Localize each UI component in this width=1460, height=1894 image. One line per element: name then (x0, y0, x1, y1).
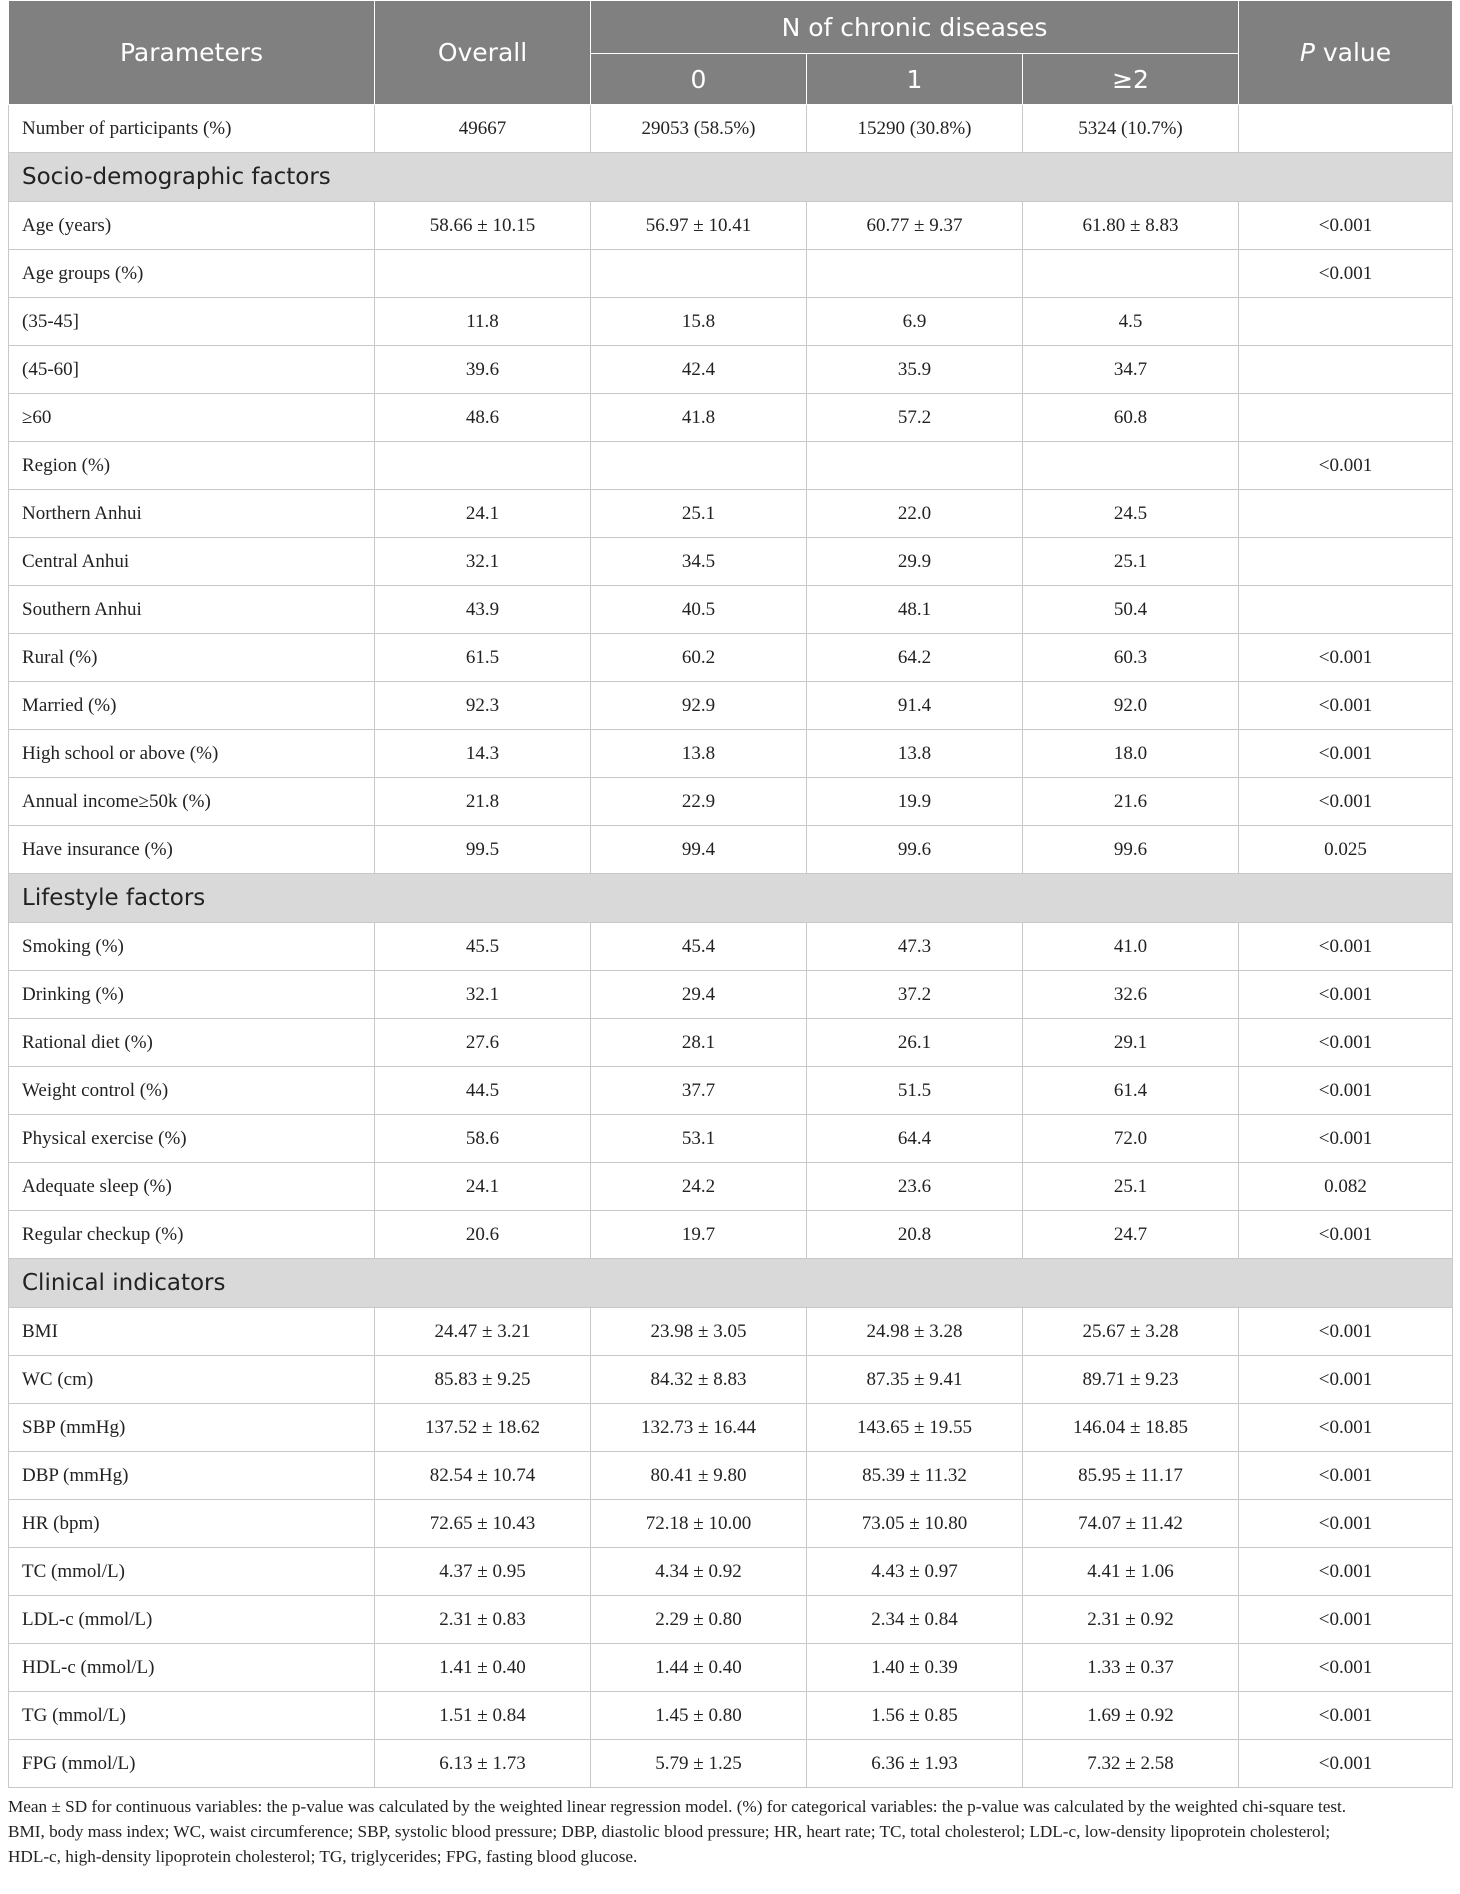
table-row (9, 1163, 1453, 1211)
cell-0-diseases: 37.7 (591, 1067, 807, 1115)
cell-overall: 24.1 (375, 490, 591, 538)
cell-0-diseases: 1.44 ± 0.40 (591, 1644, 807, 1692)
cell-2plus-diseases: 50.4 (1023, 586, 1239, 634)
cell-1-disease: 13.8 (807, 730, 1023, 778)
cell-2plus-diseases (1023, 250, 1239, 298)
cell-1-disease: 99.6 (807, 826, 1023, 874)
cell-overall: 58.66 ± 10.15 (375, 202, 591, 250)
cell-1-disease: 57.2 (807, 394, 1023, 442)
cell-2plus-diseases: 89.71 ± 9.23 (1023, 1356, 1239, 1404)
cell-0-diseases: 25.1 (591, 490, 807, 538)
cell-0-diseases: 99.4 (591, 826, 807, 874)
row-label: FPG (mmol/L) (9, 1740, 375, 1788)
cell-2plus-diseases: 2.31 ± 0.92 (1023, 1596, 1239, 1644)
cell-0-diseases: 13.8 (591, 730, 807, 778)
table-row (9, 250, 1453, 298)
table-row (9, 826, 1453, 874)
cell-2plus-diseases: 74.07 ± 11.42 (1023, 1500, 1239, 1548)
cell-2plus-diseases: 5324 (10.7%) (1023, 105, 1239, 153)
header-sub-1: 1 (807, 54, 1023, 105)
cell-0-diseases: 19.7 (591, 1211, 807, 1259)
table-row (9, 778, 1453, 826)
cell-2plus-diseases: 29.1 (1023, 1019, 1239, 1067)
cell-2plus-diseases: 24.7 (1023, 1211, 1239, 1259)
cell-p-value (1239, 346, 1453, 394)
cell-overall: 6.13 ± 1.73 (375, 1740, 591, 1788)
cell-overall (375, 442, 591, 490)
cell-p-value: 0.082 (1239, 1163, 1453, 1211)
row-label: Have insurance (%) (9, 826, 375, 874)
section-row (9, 153, 1453, 202)
cell-overall: 72.65 ± 10.43 (375, 1500, 591, 1548)
cell-p-value: <0.001 (1239, 1356, 1453, 1404)
cell-2plus-diseases: 1.69 ± 0.92 (1023, 1692, 1239, 1740)
cell-p-value: <0.001 (1239, 1596, 1453, 1644)
cell-2plus-diseases: 18.0 (1023, 730, 1239, 778)
row-label: Northern Anhui (9, 490, 375, 538)
cell-2plus-diseases: 24.5 (1023, 490, 1239, 538)
cell-1-disease: 60.77 ± 9.37 (807, 202, 1023, 250)
cell-1-disease (807, 250, 1023, 298)
cell-1-disease: 35.9 (807, 346, 1023, 394)
cell-p-value: <0.001 (1239, 1692, 1453, 1740)
cell-p-value: 0.025 (1239, 826, 1453, 874)
cell-p-value: <0.001 (1239, 682, 1453, 730)
row-label: (35-45] (9, 298, 375, 346)
cell-0-diseases: 4.34 ± 0.92 (591, 1548, 807, 1596)
cell-p-value (1239, 298, 1453, 346)
cell-0-diseases: 22.9 (591, 778, 807, 826)
table-row (9, 202, 1453, 250)
table-row (9, 1596, 1453, 1644)
cell-p-value: <0.001 (1239, 730, 1453, 778)
cell-0-diseases: 28.1 (591, 1019, 807, 1067)
cell-overall: 11.8 (375, 298, 591, 346)
cell-0-diseases: 29.4 (591, 971, 807, 1019)
row-label: Physical exercise (%) (9, 1115, 375, 1163)
table-row (9, 490, 1453, 538)
cell-0-diseases: 60.2 (591, 634, 807, 682)
cell-p-value: <0.001 (1239, 1308, 1453, 1356)
cell-2plus-diseases: 25.1 (1023, 1163, 1239, 1211)
cell-2plus-diseases: 41.0 (1023, 923, 1239, 971)
cell-2plus-diseases: 99.6 (1023, 826, 1239, 874)
header-overall: Overall (375, 1, 591, 105)
header-group: N of chronic diseases (591, 1, 1239, 54)
cell-1-disease (807, 442, 1023, 490)
table-header (9, 1, 1453, 105)
cell-1-disease: 29.9 (807, 538, 1023, 586)
cell-1-disease: 6.36 ± 1.93 (807, 1740, 1023, 1788)
cell-1-disease: 143.65 ± 19.55 (807, 1404, 1023, 1452)
row-label: Number of participants (%) (9, 105, 375, 153)
cell-1-disease: 15290 (30.8%) (807, 105, 1023, 153)
cell-p-value (1239, 394, 1453, 442)
table-row (9, 682, 1453, 730)
cell-0-diseases: 42.4 (591, 346, 807, 394)
cell-overall: 24.47 ± 3.21 (375, 1308, 591, 1356)
cell-1-disease: 64.4 (807, 1115, 1023, 1163)
cell-overall: 45.5 (375, 923, 591, 971)
table-row (9, 730, 1453, 778)
row-label: Age groups (%) (9, 250, 375, 298)
row-label: Drinking (%) (9, 971, 375, 1019)
cell-2plus-diseases: 146.04 ± 18.85 (1023, 1404, 1239, 1452)
section-heading: Lifestyle factors (9, 874, 1453, 923)
cell-overall: 99.5 (375, 826, 591, 874)
row-label: Married (%) (9, 682, 375, 730)
cell-overall: 49667 (375, 105, 591, 153)
cell-p-value: <0.001 (1239, 1644, 1453, 1692)
table-row (9, 1644, 1453, 1692)
cell-overall: 20.6 (375, 1211, 591, 1259)
row-label: BMI (9, 1308, 375, 1356)
cell-1-disease: 1.40 ± 0.39 (807, 1644, 1023, 1692)
section-row (9, 1259, 1453, 1308)
cell-p-value: <0.001 (1239, 923, 1453, 971)
cell-p-value: <0.001 (1239, 442, 1453, 490)
row-label: Smoking (%) (9, 923, 375, 971)
table-row (9, 1211, 1453, 1259)
section-heading: Clinical indicators (9, 1259, 1453, 1308)
cell-overall: 48.6 (375, 394, 591, 442)
row-label: HR (bpm) (9, 1500, 375, 1548)
table-row (9, 1452, 1453, 1500)
cell-0-diseases: 72.18 ± 10.00 (591, 1500, 807, 1548)
footnote-line: Mean ± SD for continuous variables: the p-value was calculated by the weighted linear regression model. (%) for categorical variables: the p-value was calculated by the weighted chi-square test. (8, 1797, 1347, 1816)
table-row (9, 1500, 1453, 1548)
cell-overall: 14.3 (375, 730, 591, 778)
cell-overall: 32.1 (375, 971, 591, 1019)
cell-p-value: <0.001 (1239, 1500, 1453, 1548)
cell-0-diseases (591, 250, 807, 298)
cell-overall: 58.6 (375, 1115, 591, 1163)
cell-1-disease: 1.56 ± 0.85 (807, 1692, 1023, 1740)
row-label: TC (mmol/L) (9, 1548, 375, 1596)
row-label: High school or above (%) (9, 730, 375, 778)
cell-1-disease: 4.43 ± 0.97 (807, 1548, 1023, 1596)
cell-0-diseases: 23.98 ± 3.05 (591, 1308, 807, 1356)
table-row (9, 1692, 1453, 1740)
cell-overall: 21.8 (375, 778, 591, 826)
cell-p-value: <0.001 (1239, 1067, 1453, 1115)
cell-2plus-diseases: 21.6 (1023, 778, 1239, 826)
table-row (9, 442, 1453, 490)
cell-2plus-diseases: 92.0 (1023, 682, 1239, 730)
cell-2plus-diseases: 25.67 ± 3.28 (1023, 1308, 1239, 1356)
header-parameters: Parameters (9, 1, 375, 105)
cell-overall (375, 250, 591, 298)
cell-p-value: <0.001 (1239, 971, 1453, 1019)
header-p-rest: value (1314, 38, 1392, 67)
cell-1-disease: 47.3 (807, 923, 1023, 971)
cell-2plus-diseases: 85.95 ± 11.17 (1023, 1452, 1239, 1500)
cell-1-disease: 37.2 (807, 971, 1023, 1019)
row-label: Regular checkup (%) (9, 1211, 375, 1259)
header-p-value (1239, 1, 1453, 105)
cell-p-value: <0.001 (1239, 1115, 1453, 1163)
cell-p-value (1239, 105, 1453, 153)
cell-1-disease: 48.1 (807, 586, 1023, 634)
table-row (9, 346, 1453, 394)
cell-2plus-diseases: 60.8 (1023, 394, 1239, 442)
cell-0-diseases: 24.2 (591, 1163, 807, 1211)
row-label: DBP (mmHg) (9, 1452, 375, 1500)
table-row (9, 1067, 1453, 1115)
cell-2plus-diseases: 61.4 (1023, 1067, 1239, 1115)
cell-overall: 1.51 ± 0.84 (375, 1692, 591, 1740)
table-row (9, 1740, 1453, 1788)
cell-overall: 32.1 (375, 538, 591, 586)
cell-p-value: <0.001 (1239, 1019, 1453, 1067)
cell-0-diseases: 132.73 ± 16.44 (591, 1404, 807, 1452)
cell-p-value: <0.001 (1239, 250, 1453, 298)
table-row (9, 923, 1453, 971)
cell-p-value: <0.001 (1239, 1740, 1453, 1788)
table-row (9, 394, 1453, 442)
cell-1-disease: 24.98 ± 3.28 (807, 1308, 1023, 1356)
cell-1-disease: 2.34 ± 0.84 (807, 1596, 1023, 1644)
cell-0-diseases: 56.97 ± 10.41 (591, 202, 807, 250)
cell-1-disease: 87.35 ± 9.41 (807, 1356, 1023, 1404)
cell-p-value: <0.001 (1239, 1548, 1453, 1596)
cell-overall: 39.6 (375, 346, 591, 394)
cell-1-disease: 51.5 (807, 1067, 1023, 1115)
cell-0-diseases: 92.9 (591, 682, 807, 730)
cell-1-disease: 20.8 (807, 1211, 1023, 1259)
row-label: Central Anhui (9, 538, 375, 586)
cell-0-diseases: 84.32 ± 8.83 (591, 1356, 807, 1404)
table-row (9, 105, 1453, 153)
cell-2plus-diseases: 60.3 (1023, 634, 1239, 682)
table-row (9, 1115, 1453, 1163)
table-row (9, 1308, 1453, 1356)
row-label: TG (mmol/L) (9, 1692, 375, 1740)
cell-2plus-diseases: 25.1 (1023, 538, 1239, 586)
cell-p-value: <0.001 (1239, 1404, 1453, 1452)
cell-overall: 61.5 (375, 634, 591, 682)
cell-1-disease: 19.9 (807, 778, 1023, 826)
header-sub-2: ≥2 (1023, 54, 1239, 105)
cell-overall: 137.52 ± 18.62 (375, 1404, 591, 1452)
cell-0-diseases: 80.41 ± 9.80 (591, 1452, 807, 1500)
footnote-line: HDL-c, high-density lipoprotein cholesterol; TG, triglycerides; FPG, fasting blood glucose. (8, 1847, 638, 1866)
row-label: WC (cm) (9, 1356, 375, 1404)
row-label: LDL-c (mmol/L) (9, 1596, 375, 1644)
cell-0-diseases: 5.79 ± 1.25 (591, 1740, 807, 1788)
cell-0-diseases: 1.45 ± 0.80 (591, 1692, 807, 1740)
footnote-line: BMI, body mass index; WC, waist circumference; SBP, systolic blood pressure; DBP, diastolic blood pressure; HR, heart rate; TC, total cholesterol; LDL-c, low-density lipoprotein cholesterol; (8, 1822, 1331, 1841)
cell-p-value (1239, 538, 1453, 586)
cell-2plus-diseases: 32.6 (1023, 971, 1239, 1019)
cell-overall: 1.41 ± 0.40 (375, 1644, 591, 1692)
cell-2plus-diseases: 4.5 (1023, 298, 1239, 346)
cell-overall: 92.3 (375, 682, 591, 730)
cell-0-diseases: 2.29 ± 0.80 (591, 1596, 807, 1644)
cell-1-disease: 23.6 (807, 1163, 1023, 1211)
row-label: Adequate sleep (%) (9, 1163, 375, 1211)
table-row (9, 634, 1453, 682)
cell-1-disease: 26.1 (807, 1019, 1023, 1067)
cell-2plus-diseases: 72.0 (1023, 1115, 1239, 1163)
cell-overall: 27.6 (375, 1019, 591, 1067)
row-label: ≥60 (9, 394, 375, 442)
table-row (9, 1404, 1453, 1452)
section-heading: Socio-demographic factors (9, 153, 1453, 202)
cell-0-diseases: 40.5 (591, 586, 807, 634)
cell-overall: 43.9 (375, 586, 591, 634)
row-label: Age (years) (9, 202, 375, 250)
row-label: SBP (mmHg) (9, 1404, 375, 1452)
table-row (9, 538, 1453, 586)
cell-0-diseases: 45.4 (591, 923, 807, 971)
cell-overall: 82.54 ± 10.74 (375, 1452, 591, 1500)
cell-2plus-diseases: 1.33 ± 0.37 (1023, 1644, 1239, 1692)
cell-overall: 2.31 ± 0.83 (375, 1596, 591, 1644)
table-body (9, 105, 1453, 1788)
cell-0-diseases: 15.8 (591, 298, 807, 346)
cell-0-diseases: 29053 (58.5%) (591, 105, 807, 153)
row-label: Annual income≥50k (%) (9, 778, 375, 826)
cell-p-value: <0.001 (1239, 1211, 1453, 1259)
cell-overall: 44.5 (375, 1067, 591, 1115)
characteristics-table (8, 0, 1453, 1788)
table-row (9, 1019, 1453, 1067)
row-label: (45-60] (9, 346, 375, 394)
cell-overall: 85.83 ± 9.25 (375, 1356, 591, 1404)
table-row (9, 298, 1453, 346)
row-label: Rational diet (%) (9, 1019, 375, 1067)
cell-overall: 24.1 (375, 1163, 591, 1211)
table-row (9, 586, 1453, 634)
cell-p-value (1239, 586, 1453, 634)
cell-1-disease: 91.4 (807, 682, 1023, 730)
cell-2plus-diseases (1023, 442, 1239, 490)
cell-1-disease: 73.05 ± 10.80 (807, 1500, 1023, 1548)
cell-p-value: <0.001 (1239, 778, 1453, 826)
cell-2plus-diseases: 7.32 ± 2.58 (1023, 1740, 1239, 1788)
table-footnote (8, 1794, 1454, 1869)
cell-2plus-diseases: 34.7 (1023, 346, 1239, 394)
row-label: Southern Anhui (9, 586, 375, 634)
cell-1-disease: 6.9 (807, 298, 1023, 346)
cell-p-value: <0.001 (1239, 1452, 1453, 1500)
cell-p-value (1239, 490, 1453, 538)
cell-2plus-diseases: 61.80 ± 8.83 (1023, 202, 1239, 250)
cell-1-disease: 64.2 (807, 634, 1023, 682)
header-p-italic: P (1299, 38, 1315, 67)
row-label: Region (%) (9, 442, 375, 490)
cell-0-diseases: 53.1 (591, 1115, 807, 1163)
header-sub-0: 0 (591, 54, 807, 105)
cell-0-diseases (591, 442, 807, 490)
cell-p-value: <0.001 (1239, 202, 1453, 250)
cell-2plus-diseases: 4.41 ± 1.06 (1023, 1548, 1239, 1596)
row-label: HDL-c (mmol/L) (9, 1644, 375, 1692)
table-row (9, 971, 1453, 1019)
table-row (9, 1356, 1453, 1404)
table-row (9, 1548, 1453, 1596)
cell-0-diseases: 41.8 (591, 394, 807, 442)
cell-1-disease: 85.39 ± 11.32 (807, 1452, 1023, 1500)
section-row (9, 874, 1453, 923)
cell-overall: 4.37 ± 0.95 (375, 1548, 591, 1596)
row-label: Weight control (%) (9, 1067, 375, 1115)
row-label: Rural (%) (9, 634, 375, 682)
cell-0-diseases: 34.5 (591, 538, 807, 586)
cell-1-disease: 22.0 (807, 490, 1023, 538)
cell-p-value: <0.001 (1239, 634, 1453, 682)
